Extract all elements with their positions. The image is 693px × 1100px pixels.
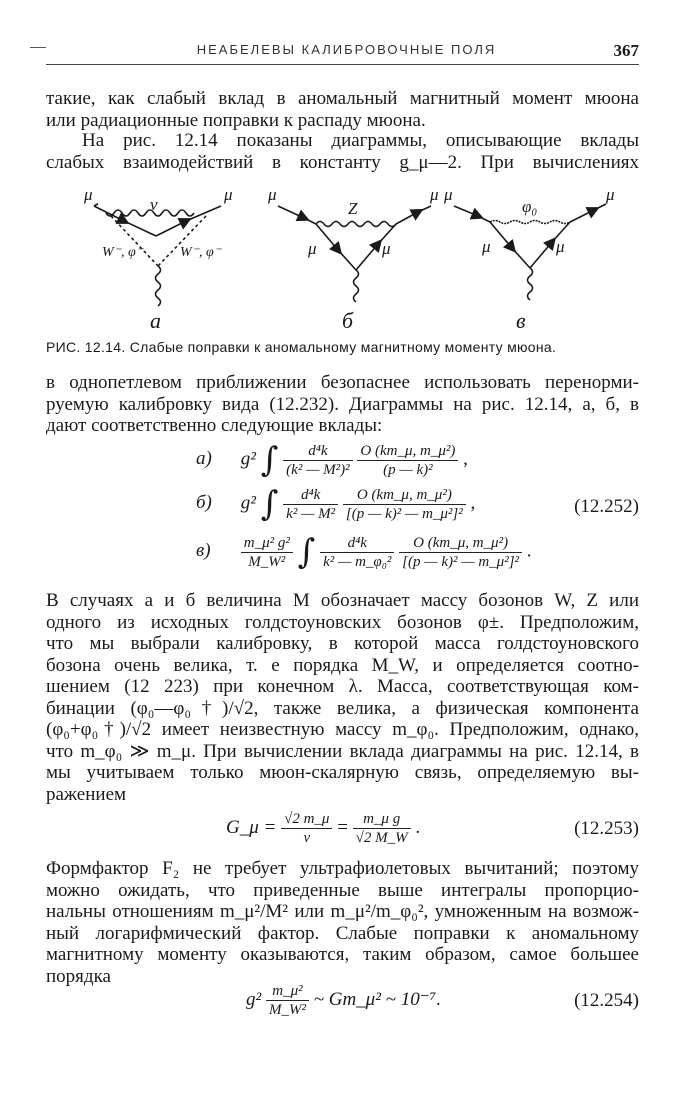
fraction: $\frac{\text{m\_μ²}}{\text{M\_W²}}$ xyxy=(266,982,309,1019)
label-nu: ν xyxy=(150,195,158,214)
integral-sign: ∫ xyxy=(260,440,279,480)
diagram-c-labels xyxy=(443,185,615,333)
label-mu-in: μ xyxy=(268,185,277,204)
eq-end: , xyxy=(470,492,476,514)
text-line: в однопетлевом приближении безопаснее использовать перенорми- xyxy=(46,372,639,393)
text-line: дают соответственно следующие вклады: xyxy=(46,415,383,436)
text-line: нальны отношениям m_μ²/M² или m_μ²/m_φ₀², умноженным на возмож- xyxy=(46,901,639,922)
equation-number: (12.253) xyxy=(574,818,639,839)
text-line: ный логарифмический фактор. Слабые поправки к аномальному xyxy=(46,922,639,944)
figure-caption: РИС. 12.14. Слабые поправки к аномальному магнитному моменту мюона. xyxy=(46,339,557,355)
eq-label-a: а) xyxy=(196,448,212,470)
label-mu-in: μ xyxy=(84,185,93,204)
label-c: в xyxy=(516,308,526,333)
text-line: На рис. 12.14 показаны диаграммы, описывающие вклады xyxy=(82,130,639,151)
diagram-b xyxy=(278,206,431,302)
paragraph-5 xyxy=(46,858,639,987)
text-line: мы учитываем только мюон-скалярную связь, определяемую вы- xyxy=(46,762,639,783)
eq-prefactor: g² xyxy=(246,988,262,1010)
label-mu-left: μ xyxy=(308,239,317,258)
fraction: $\frac{\text{m\_μ² g²}}{\text{M\_W²}}$ xyxy=(241,534,293,571)
text-line: шением (12 223) при конечном λ. Масса, соответствующая ком- xyxy=(46,676,639,697)
feynman-diagrams xyxy=(46,178,639,333)
text-line: бинации (φ₀—φ₀†)/√2, также велика, а физическая компонента xyxy=(46,697,639,719)
label-mu-out: μ xyxy=(606,185,615,204)
fraction: $\frac{\text{O (km\_μ, m\_μ²)}}{\text{[(p — k)² — m\_μ²]²}}$ xyxy=(399,534,522,571)
eq-body xyxy=(246,982,441,1019)
eq-end: , xyxy=(463,448,468,470)
eq-body xyxy=(226,810,420,847)
eq-rhs: ~ Gm_μ² ~ 10⁻⁷. xyxy=(313,988,442,1010)
paragraph-4 xyxy=(46,590,639,805)
fraction: $\frac{√2 m\_\mu}{v}$ xyxy=(281,810,332,847)
label-mu-right: μ xyxy=(556,237,565,256)
eq-line-a xyxy=(196,440,468,480)
text-line: бозона очень велика, т. е порядка M_W, и определяется соотно- xyxy=(46,654,639,676)
fraction: $\frac{\text{d⁴k}}{\text{k² — M²}}$ xyxy=(283,486,338,523)
page-number: 367 xyxy=(613,41,639,60)
text-line: Формфактор F₂ не требует ультрафиолетовых вычитаний; поэтому xyxy=(46,858,639,879)
equation-number: (12.252) xyxy=(574,496,639,517)
eq-label-c: в) xyxy=(196,540,211,562)
text-line: (φ₀+φ₀†)/√2 имеет неизвестную массу m_φ₀. Предположим, однако, xyxy=(46,719,639,740)
diagram-b-labels xyxy=(267,185,439,333)
text-line: порядка xyxy=(46,965,111,987)
fraction: $\frac{\text{d⁴k}}{\text{k² — m\_φ₀²}}$ xyxy=(320,534,394,571)
label-mu-left: μ xyxy=(482,237,491,256)
eq-prefactor: g² xyxy=(240,492,256,514)
diagram-a-labels xyxy=(83,185,233,333)
label-mu-right: μ xyxy=(382,239,391,258)
paragraph-3 xyxy=(46,372,639,437)
eq-line-c xyxy=(196,532,532,572)
eq-end: . xyxy=(415,816,421,838)
eq-label-b: б) xyxy=(196,492,212,514)
text-line: ражением xyxy=(46,783,127,805)
label-mu-out: μ xyxy=(430,185,439,204)
label-z: Z xyxy=(348,199,358,218)
integral-sign: ∫ xyxy=(260,484,279,524)
running-title: НЕАБЕЛЕВЫ КАЛИБРОВОЧНЫЕ ПОЛЯ xyxy=(196,42,497,57)
paragraph-2 xyxy=(46,130,639,173)
header-rule xyxy=(46,64,639,65)
integral-sign: ∫ xyxy=(297,532,316,572)
label-mu-out: μ xyxy=(224,185,233,204)
fraction: $\frac{\text{m\_μ g}}{√2 M\_W}$ xyxy=(353,810,411,847)
diagram-c xyxy=(454,204,606,300)
equation-12-254 xyxy=(46,982,639,1032)
text-line: слабых взаимодействий в константу g_μ—2. При вычислениях xyxy=(46,151,639,173)
label-mu-in: μ xyxy=(444,185,453,204)
eq-lhs: G_μ = xyxy=(226,816,277,838)
eq-line-b xyxy=(196,484,475,524)
equation-12-253 xyxy=(46,810,639,860)
fraction: $\frac{\text{O (km\_μ, m\_μ²)}}{\text{[(p — k)² — m\_μ²]²}}$ xyxy=(343,486,466,523)
text-line: руемую калибровку вида (12.232). Диаграммы на рис. 12.14, а, б, в xyxy=(46,393,639,415)
label-phi0: φ₀ xyxy=(522,197,538,216)
label-a: а xyxy=(150,308,161,333)
label-right-boson: W⁻, φ⁻ xyxy=(180,245,222,260)
text-line: можно ожидать, что приведенные выше интегралы пропорцио- xyxy=(46,879,639,901)
fraction: $\frac{\text{d⁴k}}{\text{(k² — M²)²}}$ xyxy=(283,442,352,479)
eq-end: . xyxy=(526,540,532,562)
label-left-boson: W⁻, φ⁻ xyxy=(102,245,144,260)
label-b: б xyxy=(342,308,354,333)
text-line: такие, как слабый вклад в аномальный магнитный момент мюона xyxy=(46,88,639,109)
eq-equals: = xyxy=(337,816,348,838)
paragraph-1 xyxy=(46,88,639,131)
text-line: одного из исходных голдстоуновских бозонов φ±. Предположим, xyxy=(46,611,639,633)
text-line: В случаях а и б величина M обозначает массу бозонов W, Z или xyxy=(46,590,639,611)
equation-12-252 xyxy=(46,440,639,580)
equation-number: (12.254) xyxy=(574,990,639,1011)
fraction: $\frac{\text{O (km\_μ, m\_μ²)}}{\text{(p — k)²}}$ xyxy=(357,442,458,479)
text-line: что m_φ₀ ≫ m_μ. При вычислении вклада диаграммы на рис. 12.14, в xyxy=(46,740,639,762)
text-line: магнитному моменту оказываются, таким образом, самое большее xyxy=(46,944,639,965)
text-line: что мы выбрали калибровку, в которой масса голдстоуновского xyxy=(46,633,639,654)
eq-prefactor: g² xyxy=(240,448,256,470)
text-line: или радиационные поправки к распаду мюона. xyxy=(46,109,426,131)
